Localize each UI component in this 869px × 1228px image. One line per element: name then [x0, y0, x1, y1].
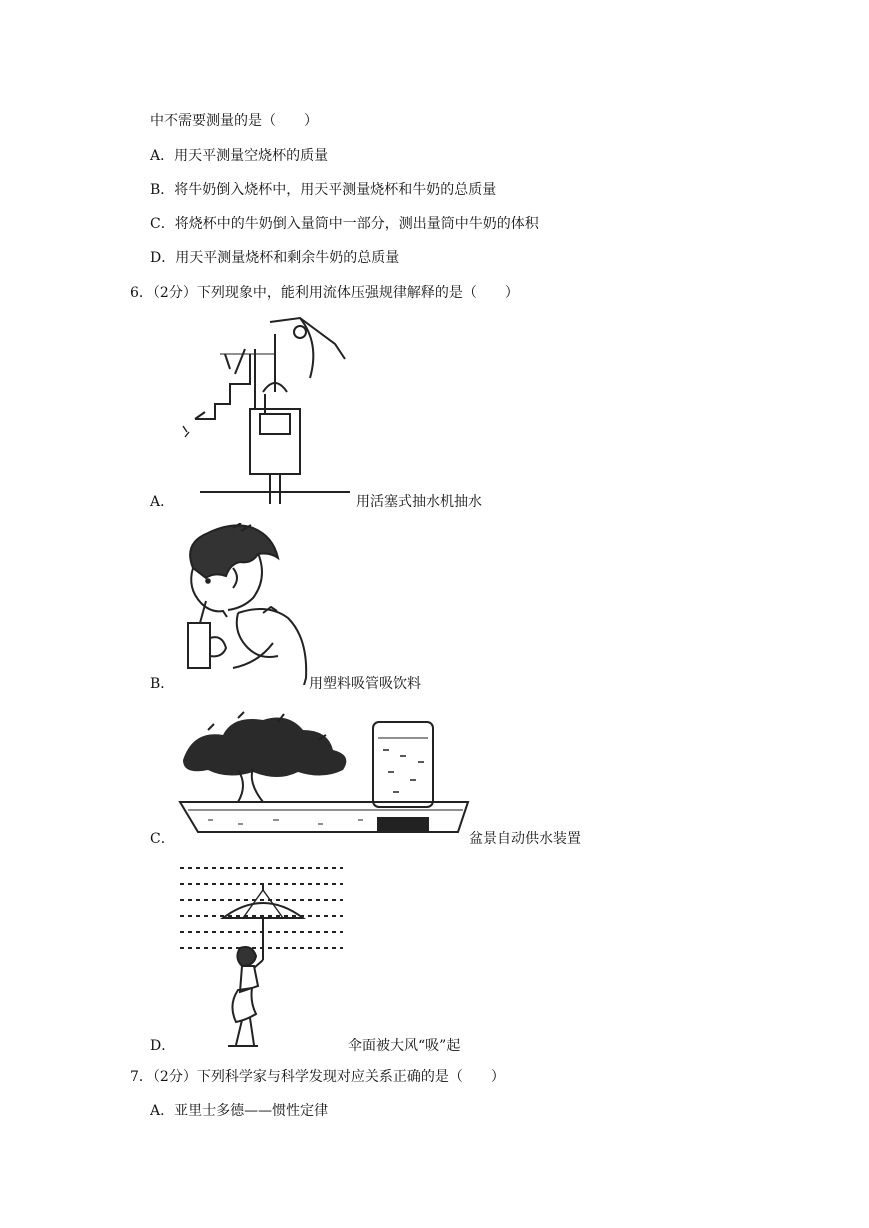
question-text: （2分）下列现象中，能利用流体压强规律解释的是（ ）: [152, 285, 519, 301]
q5-option-b: [150, 181, 496, 199]
q5-option-c: [150, 215, 539, 233]
q7-option-a: [150, 1102, 328, 1120]
q6-option-b: [150, 675, 174, 693]
q6-option-d: [150, 1037, 175, 1055]
q6-stem: [130, 284, 519, 302]
option-letter: A．: [150, 148, 175, 164]
q6-caption-b: 用塑料吸管吸饮料: [309, 676, 421, 692]
option-text: 将牛奶倒入烧杯中，用天平测量烧杯和牛奶的总质量: [174, 182, 497, 198]
option-letter: C．: [150, 216, 175, 232]
q6-option-c: [150, 830, 175, 848]
q5-option-a: [150, 147, 328, 165]
option-text: 用天平测量烧杯和剩余牛奶的总质量: [175, 250, 400, 266]
q6-caption-d: 伞面被大风“吸”起: [348, 1038, 461, 1054]
option-letter: B．: [150, 182, 175, 198]
q5-continuation: 中不需要测量的是（ ）: [150, 113, 318, 129]
question-number: 7．: [130, 1069, 153, 1085]
bonsai-water-supply-illustration: [178, 710, 473, 840]
option-text: 用天平测量空烧杯的质量: [174, 148, 329, 164]
umbrella-in-wind-illustration: [178, 860, 348, 1050]
option-letter: D．: [150, 1038, 176, 1054]
option-letter: C．: [150, 831, 175, 847]
option-text: 亚里士多德——惯性定律: [174, 1103, 329, 1119]
option-letter: B．: [150, 676, 175, 692]
q6-option-a: [150, 493, 174, 511]
q5-option-d: [150, 249, 399, 267]
q6-caption-a: 用活塞式抽水机抽水: [356, 494, 482, 510]
option-text: 将烧杯中的牛奶倒入量筒中一部分，测出量筒中牛奶的体积: [174, 216, 539, 232]
option-letter: A．: [150, 1103, 175, 1119]
option-letter: A．: [150, 494, 175, 510]
q7-stem: [130, 1068, 505, 1086]
boy-drinking-straw-illustration: [178, 523, 310, 685]
question-number: 6．: [130, 285, 153, 301]
hand-pump-illustration: [175, 314, 355, 504]
q6-caption-c: 盆景自动供水装置: [469, 831, 581, 847]
question-text: （2分）下列科学家与科学发现对应关系正确的是（ ）: [152, 1069, 505, 1085]
option-letter: D．: [150, 250, 176, 266]
